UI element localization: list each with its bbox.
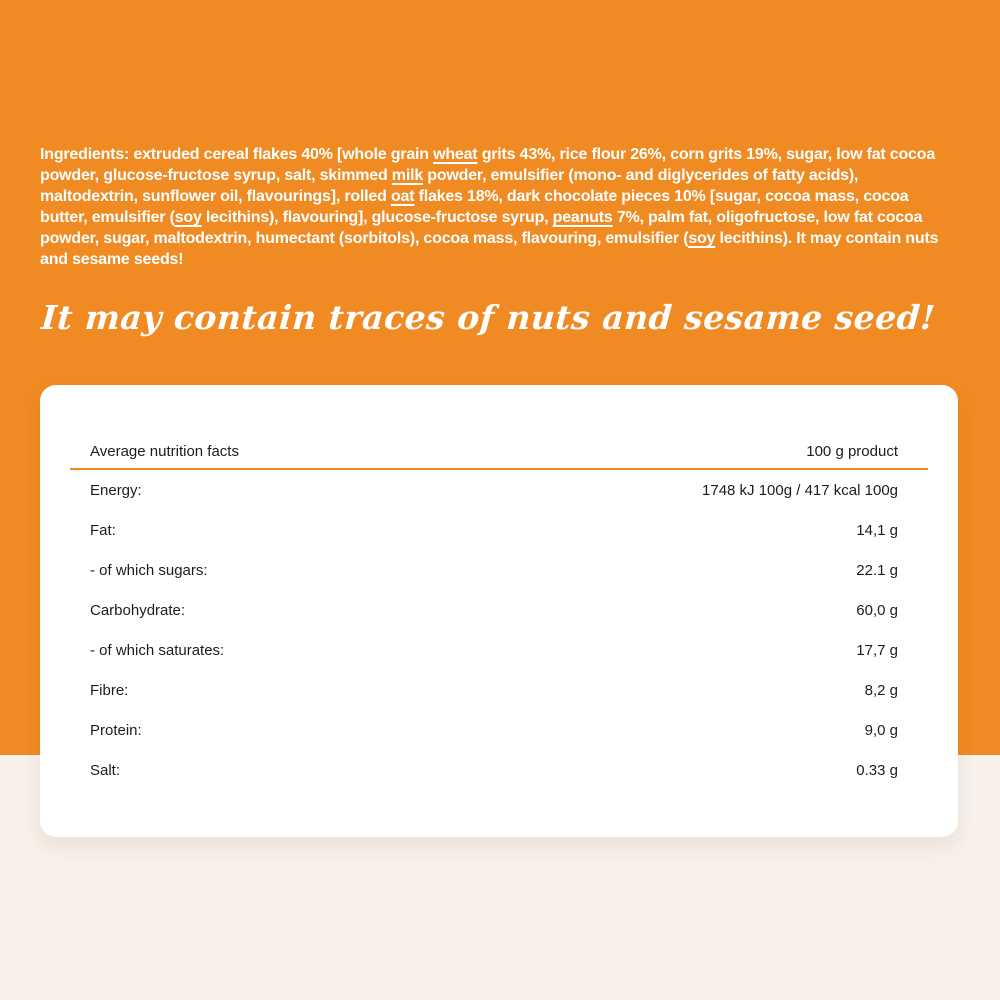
- allergen-term: soy: [688, 230, 716, 247]
- allergen-term: peanuts: [552, 209, 613, 226]
- nutrient-value: 17,7 g: [856, 641, 898, 659]
- allergen-note: It may contain traces of nuts and sesame seed!: [40, 298, 937, 337]
- nutrient-label: Salt:: [90, 761, 121, 779]
- nutrition-facts-card: [40, 385, 958, 837]
- nutrition-row: [40, 470, 958, 510]
- nutrition-row: [40, 710, 958, 750]
- nutrition-header-unit: 100 g product: [806, 443, 898, 460]
- ingredients-text: 7%, palm fat, oligofructose, low fat cocoa powder, sugar, maltodextrin, humectant (sorbitols), cocoa mass, flavouring, emulsifier (: [40, 209, 923, 247]
- nutrient-value: 0.33 g: [856, 761, 898, 779]
- nutrient-label: - of which saturates:: [90, 641, 225, 659]
- nutrition-header-title: Average nutrition facts: [90, 443, 239, 460]
- allergen-term: soy: [174, 209, 202, 226]
- nutrition-rows: [40, 470, 958, 790]
- nutrient-label: Carbohydrate:: [90, 601, 186, 619]
- ingredients-text: lecithins). It may contain nuts and sesame seeds!: [40, 230, 939, 268]
- ingredients-text: Ingredients: extruded cereal flakes 40% [whole grain: [40, 146, 434, 163]
- nutrient-value: 60,0 g: [856, 601, 898, 619]
- nutrient-value: 1748 kJ 100g / 417 kcal 100g: [702, 481, 898, 499]
- nutrition-header-row: [40, 385, 958, 460]
- nutrient-label: Fat:: [90, 521, 116, 539]
- nutrition-row: [40, 750, 958, 790]
- nutrient-value: 22.1 g: [856, 561, 898, 579]
- nutrient-label: Protein:: [90, 721, 142, 739]
- nutrition-row: [40, 670, 958, 710]
- nutrition-row: [40, 630, 958, 670]
- nutrient-value: 9,0 g: [864, 721, 898, 739]
- ingredients-paragraph: [40, 144, 956, 270]
- nutrition-row: [40, 590, 958, 630]
- nutrient-label: Energy:: [90, 481, 142, 499]
- ingredients-text: flakes 18%, dark chocolate pieces 10% [sugar, cocoa mass, cocoa butter, emulsifier (: [40, 188, 909, 226]
- nutrition-row: [40, 550, 958, 590]
- nutrient-value: 8,2 g: [864, 681, 898, 699]
- allergen-term: wheat: [433, 146, 478, 163]
- nutrient-label: Fibre:: [90, 681, 129, 699]
- nutrient-label: - of which sugars:: [90, 561, 208, 579]
- allergen-term: milk: [391, 167, 424, 184]
- ingredients-text: grits 43%, rice flour 26%, corn grits 19%, sugar, low fat cocoa powder, glucose-fructose syrup, salt, skimmed: [40, 146, 936, 184]
- nutrition-row: [40, 510, 958, 550]
- ingredients-text: powder, emulsifier (mono- and diglycerides of fatty acids), maltodextrin, sunflower oil, flavourings], rolled: [40, 167, 859, 205]
- nutrient-value: 14,1 g: [856, 521, 898, 539]
- allergen-term: oat: [390, 188, 415, 205]
- ingredients-text: lecithins), flavouring], glucose-fructose syrup,: [201, 209, 553, 226]
